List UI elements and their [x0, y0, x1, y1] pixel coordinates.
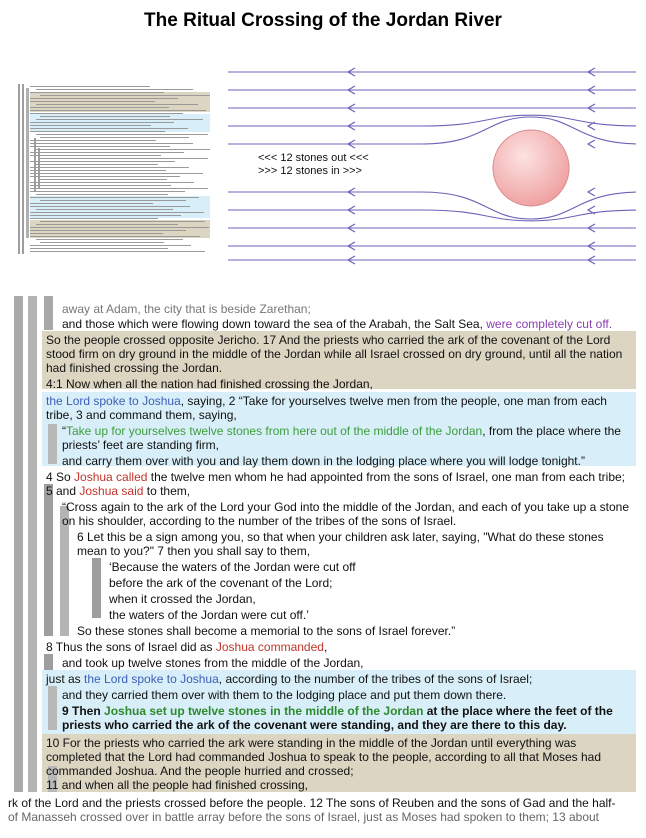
indent-bar-level3: [48, 686, 57, 730]
thumb-text-line: [40, 137, 189, 138]
text-line: completed that the Lord had commanded Joshua to speak to the people, according to all that Moses had: [46, 750, 602, 764]
text-line: 10 For the priests who carried the ark were standing in the middle of the Jordan until everything was: [46, 736, 577, 750]
text-line: when it crossed the Jordan,: [109, 592, 256, 606]
thumb-text-line: [30, 131, 165, 132]
thumb-text-line: [36, 119, 203, 120]
text-line: 11 and when all the people had finished crossing,: [46, 778, 308, 792]
thumb-text-line: [36, 194, 168, 195]
thumb-text-line: [30, 146, 170, 147]
stones-circle: [493, 130, 569, 206]
thumb-text-line: [40, 179, 167, 180]
text-line: and they carried them over with them to the lodging place and put them down there.: [62, 688, 507, 702]
text-line: priests’ feet are standing firm,: [62, 438, 219, 452]
indent-bar-level3: [44, 654, 53, 670]
thumb-text-line: [30, 107, 169, 108]
thumb-text-line: [30, 173, 203, 174]
thumb-text-line: [30, 218, 158, 219]
thumb-text-line: [30, 230, 186, 231]
thumb-text-line: [30, 227, 209, 228]
flow-line: [228, 115, 636, 126]
thumb-text-line: [30, 248, 168, 249]
text-line: and took up twelve stones from the middle of the Jordan,: [62, 656, 364, 670]
indent-bar-level3: [44, 484, 53, 636]
text-line: stood firm on dry ground in the middle of the Jordan while all Israel crossed on dry ground, until all the nation: [46, 347, 623, 361]
highlight-joshua-commanded: Joshua commanded: [215, 640, 324, 654]
text-line: “Cross again to the ark of the Lord your God into the middle of the Jordan, and each of you take up a stone: [62, 500, 630, 514]
thumb-text-line: [36, 134, 208, 135]
label-stones-out: <<< 12 stones out <<<: [258, 152, 369, 164]
text-line: and carry them over with you and lay them down in the lodging place where you will lodge tonight.”: [62, 454, 585, 468]
thumb-text-line: [40, 221, 205, 222]
flow-arrowhead: [588, 140, 595, 148]
text-line: on his shoulder, according to the number of the tribes of the sons of Israel.: [62, 514, 457, 528]
text-line: 6 Let this be a sign among you, so that when your children ask later, saying, "What do these stones: [77, 530, 604, 544]
thumb-text-line: [40, 200, 186, 201]
thumb-text-line: [30, 236, 200, 237]
thumb-text-line: [30, 197, 199, 198]
label-stones-in: >>> 12 stones in >>>: [258, 165, 362, 177]
thumb-text-line: [30, 185, 171, 186]
highlight-joshua-called: Joshua called: [74, 470, 148, 484]
text-line: “Take up for yourselves twelve stones from here out of the middle of the Jordan, from the place where the: [62, 424, 621, 438]
text-line: away at Adam, the city that is beside Zarethan;: [62, 302, 311, 316]
text-line: before the ark of the covenant of the Lord;: [109, 576, 333, 590]
thumb-text-line: [30, 152, 184, 153]
indent-bar-level3: [44, 296, 53, 330]
indent-bar-level3: [48, 424, 57, 464]
thumb-indent-bar: [22, 84, 24, 254]
text-line: mean to you?" 7 then you shall say to them,: [77, 544, 311, 558]
thumb-text-line: [36, 209, 173, 210]
flow-arrowhead: [588, 188, 595, 196]
thumb-text-line: [30, 140, 156, 141]
indent-bar-level2: [28, 296, 37, 792]
highlight-lord-spoke: the Lord spoke to Joshua: [46, 394, 181, 408]
thumb-text-line: [30, 212, 204, 213]
thumb-text-line: [30, 233, 163, 234]
text-line: So these stones shall become a memorial to the sons of Israel forever.”: [77, 624, 456, 638]
thumb-text-line: [30, 101, 155, 102]
thumb-text-line: [40, 158, 208, 159]
highlight-joshua-said: Joshua said: [79, 484, 144, 498]
thumb-text-line: [30, 86, 150, 87]
thumb-text-line: [40, 242, 164, 243]
thumb-text-line: [30, 176, 180, 177]
thumb-text-line: [30, 122, 174, 123]
flow-line: [228, 192, 636, 219]
text-line: and those which were flowing down toward the sea of the Arabah, the Salt Sea, were completely cut off.: [62, 317, 613, 331]
thumb-text-line: [30, 167, 189, 168]
text-line: 4:1 Now when all the nation had finished crossing the Jordan,: [46, 377, 373, 391]
text-line: the Lord spoke to Joshua, saying, 2 “Take for yourselves twelve men from the people, one man from each: [46, 394, 607, 408]
passage-structure: [0, 296, 646, 838]
indent-bar-level5: [92, 558, 101, 618]
text-line: tribe, 3 and command them, saying,: [46, 408, 237, 422]
highlight-take-stones: Take up for yourselves twelve stones from here out of the middle of the Jordan: [66, 424, 483, 438]
thumb-text-line: [30, 128, 188, 129]
thumb-text-line: [30, 188, 208, 189]
thumb-text-line: [36, 224, 178, 225]
text-line: 8 Thus the sons of Israel did as Joshua commanded,: [46, 640, 328, 654]
thumb-text-line: [30, 203, 153, 204]
thumb-text-line: [30, 251, 205, 252]
text-line: just as the Lord spoke to Joshua, according to the number of the tribes of the sons of Israel;: [46, 672, 533, 686]
flow-line: [228, 117, 636, 144]
thumb-text-line: [30, 125, 151, 126]
thumb-text-line: [30, 161, 175, 162]
thumb-text-line: [36, 104, 198, 105]
highlight-set-up-stones: Joshua set up twelve stones in the middle of the Jordan: [104, 704, 424, 718]
thumb-text-line: [30, 143, 193, 144]
thumb-text-line: [36, 89, 193, 90]
passage-thumbnail: [18, 78, 210, 260]
thumb-text-line: [30, 98, 178, 99]
highlight-lord-spoke: the Lord spoke to Joshua: [84, 672, 219, 686]
text-line: 4 So Joshua called the twelve men whom he had appointed from the sons of Israel, one man from each tribe;: [46, 470, 626, 484]
thumb-text-line: [30, 215, 181, 216]
thumb-text-line: [30, 206, 190, 207]
flow-diagram-svg: [228, 60, 636, 266]
text-line: the waters of the Jordan were cut off.’: [109, 608, 309, 622]
page-title: The Ritual Crossing of the Jordan River: [144, 10, 502, 31]
thumb-text-line: [36, 164, 158, 165]
text-line: 9 Then Joshua set up twelve stones in the middle of the Jordan at the place where the feet of the: [62, 704, 613, 718]
flow-line: [228, 210, 636, 221]
text-line: So the people crossed opposite Jericho. 17 And the priests who carried the ark of the covenant of the Lord: [46, 333, 611, 347]
thumb-text-line: [40, 95, 210, 96]
thumb-text-line: [30, 155, 161, 156]
thumb-text-line: [30, 92, 164, 93]
text-line: rk of the Lord and the priests crossed before the people. 12 The sons of Reuben and the sons of Gad and the half-: [8, 796, 616, 810]
text-line: had finished crossing the Jordan.: [46, 361, 223, 375]
highlight-cut-off: were completely cut off.: [486, 317, 613, 331]
thumb-text-line: [30, 182, 194, 183]
thumb-text-line: [36, 149, 210, 150]
thumb-text-line: [40, 116, 170, 117]
text-line: ‘Because the waters of the Jordan were cut off: [109, 560, 356, 574]
text-line: 5 and Joshua said to them,: [46, 484, 191, 498]
text-line: commanded Joshua. And the people hurried and crossed;: [46, 764, 354, 778]
thumb-text-line: [30, 191, 185, 192]
thumb-text-line: [30, 113, 183, 114]
thumb-text-line: [30, 110, 206, 111]
indent-bar-level1: [14, 296, 23, 792]
thumb-text-line: [30, 245, 191, 246]
thumb-indent-bar: [26, 88, 29, 238]
thumb-text-line: [30, 170, 166, 171]
thumb-text-line: [36, 239, 183, 240]
thumb-indent-bar: [18, 84, 20, 254]
flow-diagram: [228, 60, 636, 266]
text-line: of Manasseh crossed over in battle array before the sons of Israel, just as Moses had spoken to them; 13 about: [8, 810, 599, 824]
text-line: priests who carried the ark of the covenant were standing, and they are there to this day.: [62, 718, 567, 732]
